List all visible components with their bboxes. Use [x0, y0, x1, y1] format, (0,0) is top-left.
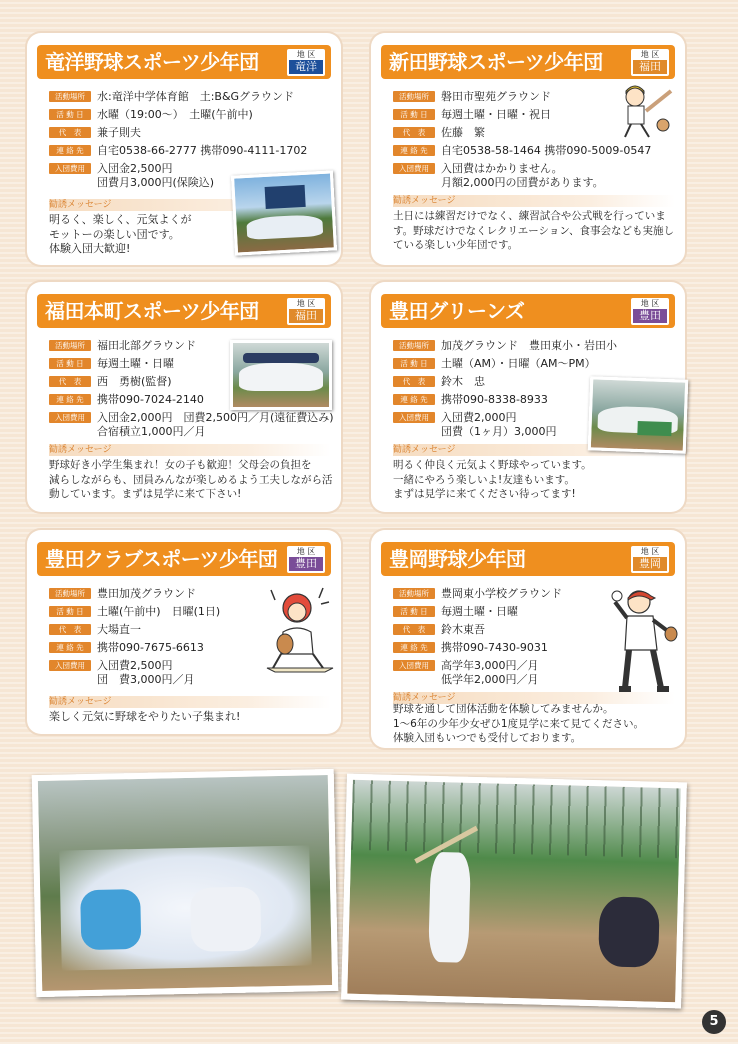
rep-row	[393, 125, 485, 140]
rep-tag: 代 表	[393, 127, 435, 138]
team-card-nitta	[371, 33, 685, 265]
rep-tag: 代 表	[49, 127, 91, 138]
message-line: 明るく仲良く元気よく野球やっています。	[393, 459, 592, 471]
place-row	[49, 89, 294, 104]
team-name: 豊岡野球少年団	[389, 547, 526, 571]
fee-tag: 入団費用	[49, 163, 91, 174]
team-header	[37, 45, 331, 79]
message-line: モットーの楽しい団です。	[49, 227, 180, 241]
fee-line: 団費（1ヶ月）3,000円	[441, 425, 557, 438]
place-value: 加茂グラウンド 豊田東小・岩田小	[441, 339, 617, 352]
contact-value: 自宅0538-66-2777 携帯090-4111-1702	[97, 144, 308, 157]
rep-value: 佐藤 繁	[441, 126, 485, 139]
fee-tag: 入団費用	[393, 412, 435, 423]
fee-line: 入団費2,500円	[97, 659, 173, 672]
contact-row	[393, 392, 548, 407]
place-tag: 活動場所	[393, 340, 435, 351]
day-value: 毎週土曜・日曜	[97, 357, 174, 370]
message-line: 楽しく元気に野球をやりたい子集まれ!	[49, 710, 241, 723]
day-row	[393, 356, 596, 371]
message-line: 野球好き小学生集まれ！女の子も歓迎！父母会の負担を	[49, 459, 312, 471]
contact-value: 携帯090-7024-2140	[97, 393, 204, 406]
team-name: 新田野球スポーツ少年団	[389, 50, 603, 74]
message-heading: 勧誘メッセージ	[393, 444, 675, 456]
area-label: 地 区	[296, 547, 316, 556]
place-row	[393, 338, 617, 353]
contact-row	[49, 392, 204, 407]
message-line: 野球を通して団体活動を体験してみませんか。	[393, 703, 614, 715]
area-badge	[287, 546, 325, 573]
day-value: 土曜(午前中) 日曜(1日)	[97, 605, 221, 618]
day-tag: 活 動 日	[49, 109, 91, 120]
place-tag: 活動場所	[393, 588, 435, 599]
rep-row	[393, 374, 485, 389]
rep-tag: 代 表	[393, 624, 435, 635]
message-line: 動しています。まずは見学に来て下さい!	[49, 488, 242, 500]
fee-line: 入団費はかかりません。	[441, 162, 563, 175]
area-label: 地 区	[296, 50, 316, 59]
message-heading: 勧誘メッセージ	[393, 692, 675, 704]
place-row	[393, 586, 562, 601]
fee-line: 高学年3,000円／月	[441, 659, 539, 672]
day-tag: 活 動 日	[393, 606, 435, 617]
message-line: 体験入団大歓迎!	[49, 242, 131, 255]
area-badge	[631, 546, 669, 573]
message-line: 明るく、楽しく、元気よくが	[49, 213, 192, 226]
team-header	[37, 294, 331, 328]
area-value: 豊岡	[633, 557, 667, 571]
day-row	[49, 356, 174, 371]
message-heading: 勧誘メッセージ	[49, 199, 331, 211]
rep-tag: 代 表	[49, 624, 91, 635]
message-line: す。野球だけでなくレクリエーション、食事会なども実施し	[393, 224, 674, 237]
rep-tag: 代 表	[49, 376, 91, 387]
message-heading: 勧誘メッセージ	[49, 444, 331, 456]
fee-line: 団費月3,000円(保険込)	[97, 176, 215, 189]
area-badge	[287, 298, 325, 325]
contact-tag: 連 絡 先	[393, 394, 435, 405]
fee-line: 入団費2,000円	[441, 411, 517, 424]
catcher-illustration	[263, 582, 339, 674]
area-label: 地 区	[640, 547, 660, 556]
message-text	[393, 209, 674, 253]
page-number: 5	[702, 1010, 726, 1034]
rep-value: 西 勇樹(監督)	[97, 375, 172, 388]
team-header	[37, 542, 331, 576]
day-tag: 活 動 日	[393, 358, 435, 369]
batter-illustration	[613, 83, 679, 141]
contact-row	[49, 143, 307, 158]
message-text	[49, 710, 240, 725]
area-value: 豊田	[633, 309, 667, 323]
message-text	[49, 213, 192, 257]
fee-line: 合宿積立1,000円／月	[97, 425, 206, 438]
place-tag: 活動場所	[49, 340, 91, 351]
day-row	[393, 107, 551, 122]
day-value: 毎週土曜・日曜	[441, 605, 518, 618]
day-tag: 活 動 日	[393, 109, 435, 120]
day-value: 水曜（19:00～） 土曜(午前中)	[97, 108, 253, 121]
area-value: 豊田	[289, 557, 323, 571]
contact-tag: 連 絡 先	[49, 145, 91, 156]
team-card-toyooka	[371, 530, 685, 748]
area-badge	[631, 49, 669, 76]
fee-line: 月額2,000円の団費があります。	[441, 176, 604, 189]
place-row	[393, 89, 551, 104]
contact-tag: 連 絡 先	[49, 394, 91, 405]
message-text	[49, 458, 333, 502]
rep-row	[49, 622, 141, 637]
contact-tag: 連 絡 先	[49, 642, 91, 653]
rep-value: 鈴木東吾	[441, 623, 485, 636]
place-value: 福田北部グラウンド	[97, 339, 196, 352]
rep-row	[49, 374, 172, 389]
rep-value: 大場直一	[97, 623, 141, 636]
contact-value: 携帯090-7430-9031	[441, 641, 548, 654]
fee-tag: 入団費用	[393, 163, 435, 174]
rep-row	[49, 125, 141, 140]
contact-value: 自宅0538-58-1464 携帯090-5009-0547	[441, 144, 652, 157]
day-value: 土曜（AM）・日曜（AM～PM）	[441, 357, 596, 370]
team-huddle-photo	[32, 769, 339, 997]
fee-tag: 入団費用	[49, 412, 91, 423]
day-value: 毎週土曜・日曜・祝日	[441, 108, 551, 121]
place-value: 豊田加茂グラウンド	[97, 587, 196, 600]
message-line: 1～6年の少年少女ぜひ1度見学に来て見てください。	[393, 717, 645, 730]
place-value: 磐田市聖苑グラウンド	[441, 90, 551, 103]
pitcher-illustration	[609, 584, 681, 696]
team-photo	[231, 170, 337, 255]
fee-tag: 入団費用	[393, 660, 435, 671]
day-tag: 活 動 日	[49, 358, 91, 369]
team-photo	[230, 340, 332, 410]
message-line: まずは見学に来てください待ってます!	[393, 488, 576, 500]
place-value: 豊岡東小学校グラウンド	[441, 587, 562, 600]
area-label: 地 区	[640, 299, 660, 308]
rep-row	[393, 622, 485, 637]
fee-row	[393, 658, 539, 687]
area-badge	[631, 298, 669, 325]
place-value: 水:竜洋中学体育館 土:B&Gグラウンド	[97, 90, 295, 103]
team-name: 竜洋野球スポーツ少年団	[45, 50, 259, 74]
team-name: 豊田クラブスポーツ少年団	[45, 547, 278, 571]
area-value: 福田	[289, 309, 323, 323]
place-row	[49, 586, 196, 601]
team-card-fukude-honmachi	[27, 282, 341, 512]
area-value: 竜洋	[289, 60, 323, 74]
team-photo	[588, 376, 689, 453]
rep-value: 兼子則夫	[97, 126, 141, 139]
place-tag: 活動場所	[49, 588, 91, 599]
message-line: 減らしながらも、団員みんなが楽しめるよう工夫しながら活	[49, 473, 333, 486]
team-header	[381, 45, 675, 79]
contact-row	[393, 143, 651, 158]
day-row	[49, 604, 220, 619]
team-card-ryuyo	[27, 33, 341, 265]
message-heading: 勧誘メッセージ	[393, 195, 675, 207]
fee-row	[393, 410, 557, 439]
fee-tag: 入団費用	[49, 660, 91, 671]
fee-row	[49, 658, 195, 687]
message-heading: 勧誘メッセージ	[49, 696, 331, 708]
contact-row	[393, 640, 548, 655]
day-tag: 活 動 日	[49, 606, 91, 617]
area-value: 福田	[633, 60, 667, 74]
area-label: 地 区	[296, 299, 316, 308]
contact-row	[49, 640, 204, 655]
fee-line: 入団金2,500円	[97, 162, 173, 175]
day-row	[49, 107, 253, 122]
team-name: 福田本町スポーツ少年団	[45, 299, 259, 323]
fee-line: 入団金2,000円 団費2,500円／月(遠征費込み)	[97, 411, 334, 424]
team-header	[381, 542, 675, 576]
day-row	[393, 604, 518, 619]
message-line: ている楽しい少年団です。	[393, 239, 519, 251]
contact-value: 携帯090-8338-8933	[441, 393, 548, 406]
team-card-toyoda-greens	[371, 282, 685, 512]
place-tag: 活動場所	[393, 91, 435, 102]
fee-row	[49, 161, 214, 190]
team-name: 豊田グリーンズ	[389, 299, 525, 323]
area-label: 地 区	[640, 50, 660, 59]
team-card-toyoda-club	[27, 530, 341, 734]
fee-row	[49, 410, 334, 439]
contact-tag: 連 絡 先	[393, 145, 435, 156]
fee-line: 低学年2,000円／月	[441, 673, 539, 686]
area-badge	[287, 49, 325, 76]
contact-tag: 連 絡 先	[393, 642, 435, 653]
batting-photo	[341, 774, 687, 1009]
place-row	[49, 338, 196, 353]
message-line: 土日には練習だけでなく、練習試合や公式戦を行っていま	[393, 210, 666, 222]
contact-value: 携帯090-7675-6613	[97, 641, 204, 654]
rep-tag: 代 表	[393, 376, 435, 387]
fee-line: 団 費3,000円／月	[97, 673, 195, 686]
message-text	[393, 458, 592, 502]
team-header	[381, 294, 675, 328]
rep-value: 鈴木 忠	[441, 375, 485, 388]
place-tag: 活動場所	[49, 91, 91, 102]
message-text	[393, 702, 644, 746]
message-line: 一緒にやろう楽しいよ!友達もいます。	[393, 473, 575, 486]
message-line: 体験入団もいつでも受付しております。	[393, 732, 582, 744]
fee-row	[393, 161, 604, 190]
